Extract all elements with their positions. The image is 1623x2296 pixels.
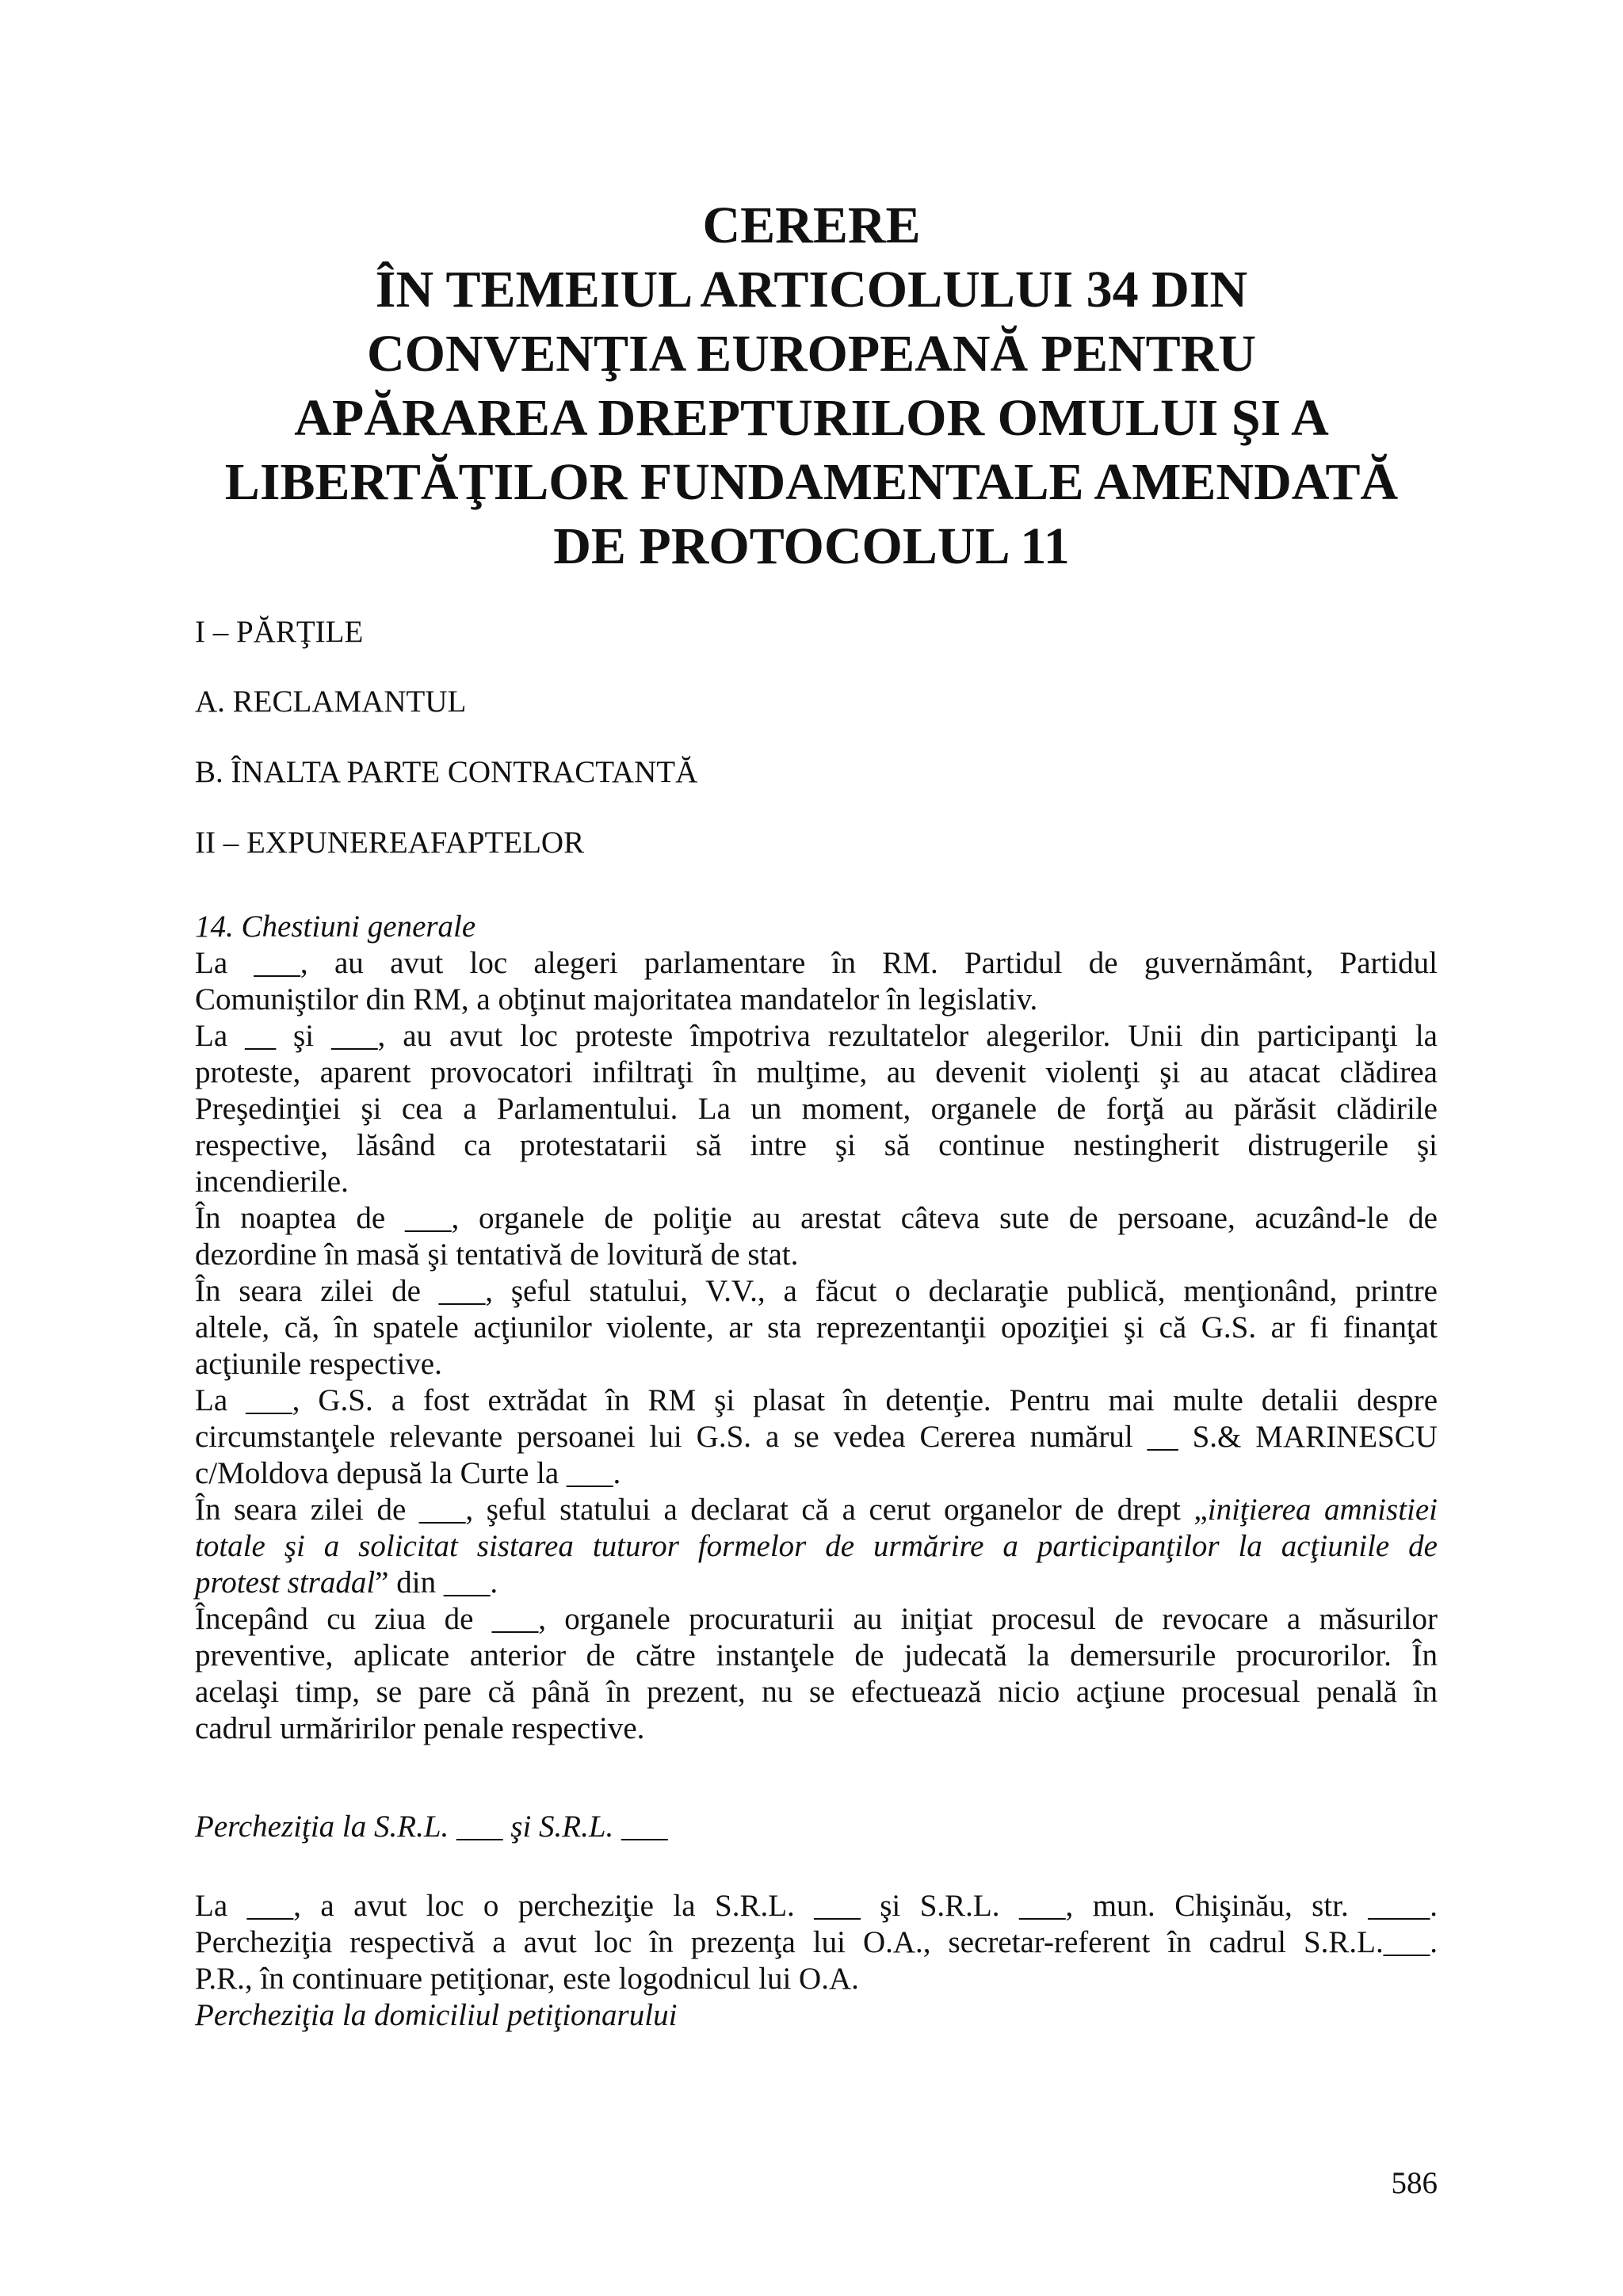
quoted-text: protest stradal bbox=[195, 1566, 376, 1600]
paragraph-line: Comuniştilor din RM, a obţinut majoritatea mandatelor în legislativ. bbox=[195, 982, 1038, 1016]
paragraph-line bbox=[195, 1492, 1438, 1528]
paragraph-line: Începând cu ziua de ___, organele procuraturii au iniţiat procesul de revocare a măsurilor bbox=[195, 1602, 1438, 1636]
quoted-text: iniţierea amnistiei bbox=[1207, 1493, 1438, 1527]
search-home-heading: Percheziţia la domiciliul petiţionarului bbox=[195, 1998, 678, 2032]
section-facts-heading: II – EXPUNEREAFAPTELOR bbox=[195, 826, 585, 860]
section-applicant-heading: A. RECLAMANTUL bbox=[195, 685, 467, 719]
paragraph-line: La ___, G.S. a fost extrădat în RM şi plasat în detenţie. Pentru mai multe detalii despre bbox=[195, 1383, 1438, 1417]
paragraph-line: acţiunile respective. bbox=[195, 1347, 442, 1381]
title-line: CONVENŢIA EUROPEANĂ PENTRU bbox=[366, 325, 1257, 383]
search-srl-heading: Percheziţia la S.R.L. ___ şi S.R.L. ___ bbox=[195, 1810, 668, 1844]
paragraph-line: circumstanţele relevante persoanei lui G.S. a se vedea Cererea numărul __ S.& MARINESCU bbox=[195, 1420, 1438, 1454]
title-line: APĂRAREA DREPTURILOR OMULUI ŞI A bbox=[294, 389, 1329, 447]
paragraph-line: Preşedinţiei şi cea a Parlamentului. La un moment, organele de forţă au părăsit clădirile bbox=[195, 1092, 1438, 1126]
section-contracting-party-heading: B. ÎNALTA PARTE CONTRACTANTĂ bbox=[195, 755, 698, 789]
general-issues-heading: 14. Chestiuni generale bbox=[195, 910, 476, 944]
title-line: ÎN TEMEIUL ARTICOLULUI 34 DIN bbox=[375, 261, 1248, 318]
paragraph-line: incendierile. bbox=[195, 1165, 349, 1199]
paragraph-line: Percheziţia respectivă a avut loc în prezenţa lui O.A., secretar-referent în cadrul S.R.L.___. bbox=[195, 1925, 1438, 1959]
general-issues-section bbox=[195, 909, 1438, 1747]
title-line: CERERE bbox=[702, 196, 921, 254]
paragraph-line: totale şi a solicitat sistarea tuturor formelor de urmărire a participanţilor la acţiunile de bbox=[195, 1529, 1438, 1563]
text-run: În seara zilei de ___, şeful statului a declarat că a cerut organelor de drept „ bbox=[195, 1493, 1208, 1527]
paragraph-line: c/Moldova depusă la Curte la ___. bbox=[195, 1456, 621, 1490]
paragraph-line: proteste, aparent provocatori infiltraţi în mulţime, au devenit violenţi şi au atacat clădirea bbox=[195, 1055, 1438, 1089]
paragraph-line: În noaptea de ___, organele de poliţie au arestat câteva sute de persoane, acuzând-le de bbox=[195, 1201, 1438, 1235]
document-title bbox=[158, 193, 1465, 578]
paragraph-line bbox=[195, 1565, 1438, 1601]
paragraph-line: P.R., în continuare petiţionar, este logodnicul lui O.A. bbox=[195, 1962, 859, 1996]
section-parties-heading: I – PĂRŢILE bbox=[195, 615, 364, 649]
paragraph-line: La ___, au avut loc alegeri parlamentare în RM. Partidul de guvernământ, Partidul bbox=[195, 946, 1438, 980]
paragraph-line: respective, lăsând ca protestatarii să intre şi să continue nestingherit distrugerile şi bbox=[195, 1128, 1438, 1162]
title-line: DE PROTOCOLUL 11 bbox=[553, 517, 1070, 575]
title-line: LIBERTĂŢILOR FUNDAMENTALE AMENDATĂ bbox=[224, 453, 1399, 511]
search-home-section bbox=[195, 1997, 1438, 2034]
search-srl-section bbox=[195, 1809, 1438, 1845]
paragraph-line: altele, că, în spatele acţiunilor violente, ar sta reprezentanţii opoziţiei şi că G.S. ar fi finanţat bbox=[195, 1310, 1438, 1344]
paragraph-line: dezordine în masă şi tentativă de lovitură de stat. bbox=[195, 1238, 799, 1272]
paragraph-line: cadrul urmăririlor penale respective. bbox=[195, 1711, 645, 1745]
paragraph-line: acelaşi timp, se pare că până în prezent, nu se efectuează nicio acţiune procesual penală în bbox=[195, 1675, 1438, 1709]
text-run: ” din ___. bbox=[375, 1566, 498, 1600]
paragraph-line: La __ şi ___, au avut loc proteste împotriva rezultatelor alegerilor. Unii din participanţi la bbox=[195, 1019, 1438, 1053]
paragraph-line: În seara zilei de ___, şeful statului, V.V., a făcut o declaraţie publică, menţionând, printre bbox=[195, 1274, 1438, 1308]
paragraph-line: La ___, a avut loc o percheziţie la S.R.L. ___ şi S.R.L. ___, mun. Chişinău, str. ____. bbox=[195, 1889, 1438, 1923]
page-number: 586 bbox=[1391, 2166, 1438, 2200]
search-srl-body bbox=[195, 1888, 1438, 1997]
paragraph-line: preventive, aplicate anterior de către instanţele de judecată la demersurile procurorilor. În bbox=[195, 1638, 1438, 1672]
